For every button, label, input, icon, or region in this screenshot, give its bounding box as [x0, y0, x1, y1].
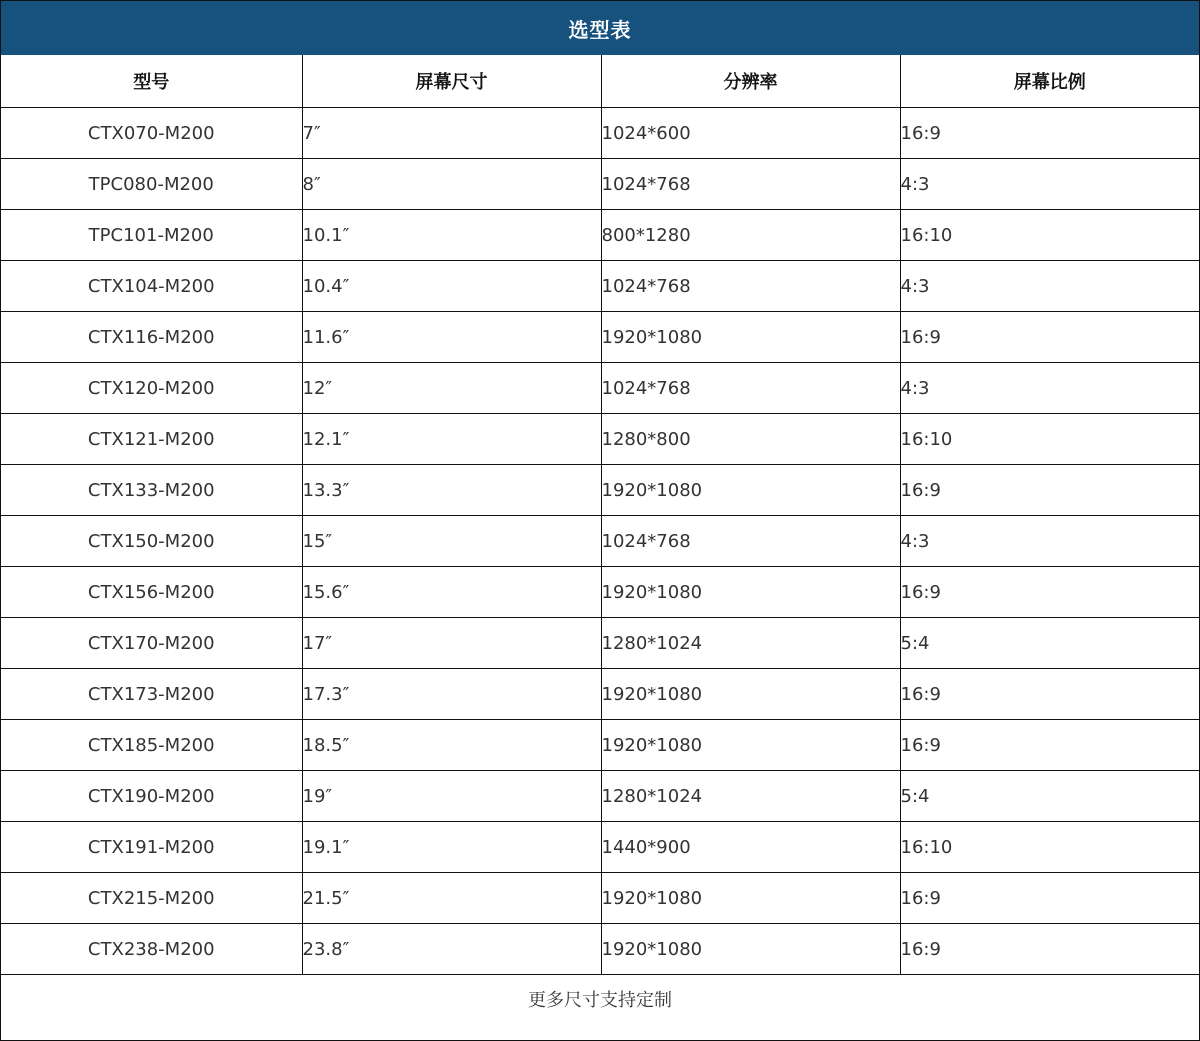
cell-aspect-ratio: 16:10	[900, 210, 1199, 261]
cell-screen-size: 8″	[302, 159, 601, 210]
cell-screen-size: 12.1″	[302, 414, 601, 465]
cell-aspect-ratio: 16:10	[900, 414, 1199, 465]
cell-resolution: 1920*1080	[601, 669, 900, 720]
column-header-model: 型号	[1, 55, 302, 108]
cell-aspect-ratio: 16:9	[900, 312, 1199, 363]
cell-resolution: 1920*1080	[601, 924, 900, 975]
cell-aspect-ratio: 16:9	[900, 669, 1199, 720]
cell-resolution: 1024*768	[601, 261, 900, 312]
table-title: 选型表	[1, 1, 1199, 55]
cell-resolution: 1024*600	[601, 108, 900, 159]
table-row	[1, 618, 1199, 669]
table-row	[1, 159, 1199, 210]
cell-resolution: 1920*1080	[601, 465, 900, 516]
cell-model: CTX070-M200	[1, 108, 302, 159]
table-row	[1, 414, 1199, 465]
header-row	[1, 55, 1199, 108]
cell-resolution: 1024*768	[601, 516, 900, 567]
cell-screen-size: 10.1″	[302, 210, 601, 261]
cell-resolution: 800*1280	[601, 210, 900, 261]
cell-screen-size: 18.5″	[302, 720, 601, 771]
cell-screen-size: 12″	[302, 363, 601, 414]
cell-aspect-ratio: 16:9	[900, 720, 1199, 771]
table-row	[1, 516, 1199, 567]
cell-model: TPC101-M200	[1, 210, 302, 261]
cell-aspect-ratio: 4:3	[900, 363, 1199, 414]
cell-resolution: 1920*1080	[601, 720, 900, 771]
cell-model: CTX133-M200	[1, 465, 302, 516]
cell-resolution: 1024*768	[601, 363, 900, 414]
cell-aspect-ratio: 4:3	[900, 159, 1199, 210]
cell-screen-size: 10.4″	[302, 261, 601, 312]
cell-resolution: 1280*1024	[601, 618, 900, 669]
table-row	[1, 720, 1199, 771]
footer-row	[1, 975, 1199, 1024]
cell-screen-size: 7″	[302, 108, 601, 159]
cell-model: CTX116-M200	[1, 312, 302, 363]
table-row	[1, 924, 1199, 975]
cell-model: CTX173-M200	[1, 669, 302, 720]
table-row	[1, 465, 1199, 516]
cell-model: CTX238-M200	[1, 924, 302, 975]
cell-resolution: 1920*1080	[601, 873, 900, 924]
cell-model: CTX150-M200	[1, 516, 302, 567]
cell-resolution: 1280*800	[601, 414, 900, 465]
cell-screen-size: 15.6″	[302, 567, 601, 618]
column-header-screen-size: 屏幕尺寸	[302, 55, 601, 108]
table-row	[1, 771, 1199, 822]
cell-aspect-ratio: 5:4	[900, 771, 1199, 822]
cell-aspect-ratio: 5:4	[900, 618, 1199, 669]
cell-resolution: 1024*768	[601, 159, 900, 210]
table-row	[1, 312, 1199, 363]
cell-model: CTX191-M200	[1, 822, 302, 873]
cell-model: CTX121-M200	[1, 414, 302, 465]
table-row	[1, 873, 1199, 924]
cell-model: TPC080-M200	[1, 159, 302, 210]
cell-model: CTX120-M200	[1, 363, 302, 414]
cell-aspect-ratio: 16:9	[900, 924, 1199, 975]
cell-aspect-ratio: 4:3	[900, 261, 1199, 312]
cell-screen-size: 15″	[302, 516, 601, 567]
cell-model: CTX185-M200	[1, 720, 302, 771]
cell-model: CTX215-M200	[1, 873, 302, 924]
cell-screen-size: 23.8″	[302, 924, 601, 975]
cell-aspect-ratio: 16:9	[900, 567, 1199, 618]
cell-screen-size: 17″	[302, 618, 601, 669]
table-row	[1, 261, 1199, 312]
cell-screen-size: 11.6″	[302, 312, 601, 363]
cell-screen-size: 21.5″	[302, 873, 601, 924]
cell-resolution: 1920*1080	[601, 567, 900, 618]
table-row	[1, 363, 1199, 414]
cell-model: CTX170-M200	[1, 618, 302, 669]
cell-resolution: 1920*1080	[601, 312, 900, 363]
column-header-aspect-ratio: 屏幕比例	[900, 55, 1199, 108]
cell-model: CTX104-M200	[1, 261, 302, 312]
customization-note: 更多尺寸支持定制	[1, 975, 1199, 1024]
table-row	[1, 567, 1199, 618]
cell-screen-size: 19.1″	[302, 822, 601, 873]
cell-screen-size: 13.3″	[302, 465, 601, 516]
cell-model: CTX156-M200	[1, 567, 302, 618]
cell-resolution: 1280*1024	[601, 771, 900, 822]
cell-screen-size: 19″	[302, 771, 601, 822]
cell-model: CTX190-M200	[1, 771, 302, 822]
column-header-resolution: 分辨率	[601, 55, 900, 108]
cell-aspect-ratio: 16:9	[900, 108, 1199, 159]
cell-resolution: 1440*900	[601, 822, 900, 873]
cell-aspect-ratio: 16:9	[900, 873, 1199, 924]
table-row	[1, 210, 1199, 261]
cell-aspect-ratio: 4:3	[900, 516, 1199, 567]
spec-table	[1, 55, 1199, 1023]
table-row	[1, 108, 1199, 159]
table-row	[1, 669, 1199, 720]
cell-aspect-ratio: 16:9	[900, 465, 1199, 516]
table-row	[1, 822, 1199, 873]
table-body	[1, 108, 1199, 1024]
cell-aspect-ratio: 16:10	[900, 822, 1199, 873]
cell-screen-size: 17.3″	[302, 669, 601, 720]
